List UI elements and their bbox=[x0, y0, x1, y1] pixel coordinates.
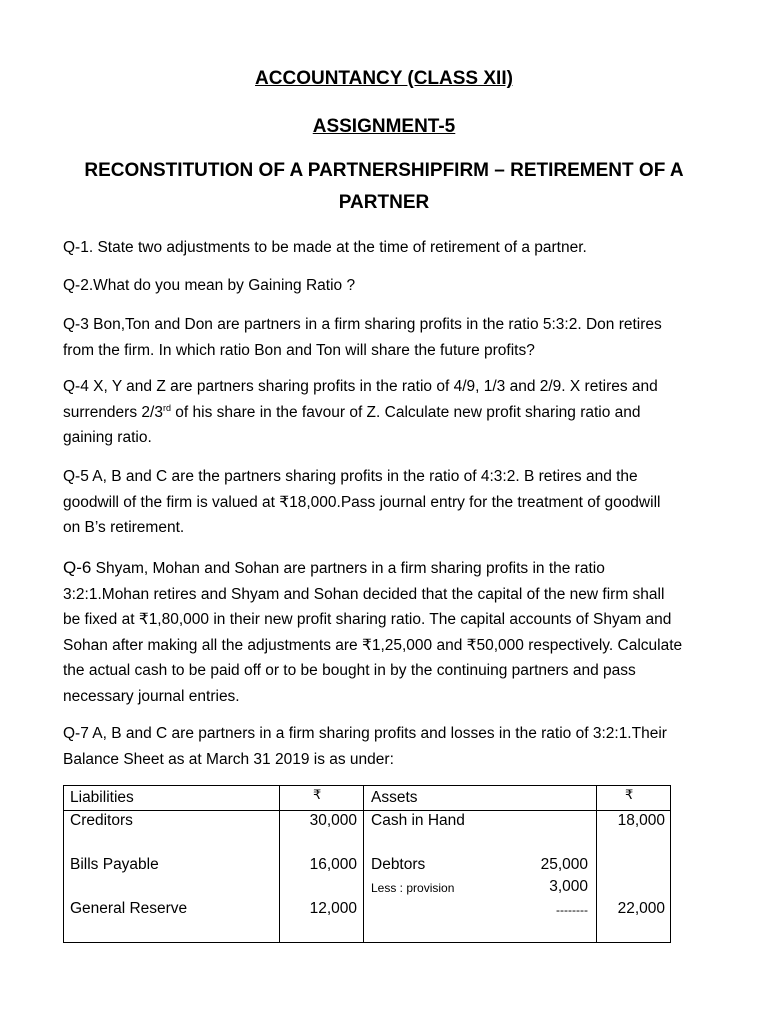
provision-label: Less : provision bbox=[371, 881, 455, 895]
topic-heading-line1: RECONSTITUTION OF A PARTNERSHIPFIRM – RETIREMENT OF A bbox=[84, 160, 684, 181]
question-4-line2-start: surrenders 2/3 bbox=[63, 403, 163, 421]
assets-header: Assets bbox=[371, 789, 418, 806]
question-2: Q-2.What do you mean by Gaining Ratio ? bbox=[63, 277, 356, 294]
question-6-line5: the actual cash to be paid off or to be bought in by the continuing partners and pass bbox=[63, 662, 636, 679]
liability-amount: 12,000 bbox=[309, 900, 357, 917]
asset-debtors-net: 22,000 bbox=[617, 900, 665, 917]
question-6-line6: necessary journal entries. bbox=[63, 687, 240, 705]
asset-debtors-name: Debtors bbox=[371, 856, 426, 873]
topic-heading-line2: PARTNER bbox=[338, 192, 430, 213]
subtotal-dashes: -------- bbox=[556, 903, 588, 917]
liability-name: Creditors bbox=[70, 812, 133, 829]
question-7-line1: Q-7 A, B and C are partners in a firm sharing profits and losses in the ratio of 3:2:1.Their bbox=[63, 725, 667, 742]
question-3 bbox=[63, 312, 713, 363]
rupee-header-assets: ₹ bbox=[625, 787, 634, 802]
liabilities-header: Liabilities bbox=[70, 789, 134, 806]
question-1: Q-1. State two adjustments to be made at the time of retirement of a partner. bbox=[63, 239, 587, 256]
liability-amount: 30,000 bbox=[309, 812, 357, 829]
assignment-heading: ASSIGNMENT-5 bbox=[312, 116, 456, 137]
question-5-line1: Q-5 A, B and C are the partners sharing profits in the ratio of 4:3:2. B retires and the bbox=[63, 468, 638, 485]
question-4-line2 bbox=[63, 400, 713, 426]
header-divider bbox=[64, 810, 670, 811]
rupee-header-liabilities: ₹ bbox=[313, 787, 322, 802]
asset-debtors-gross: 25,000 bbox=[540, 856, 588, 873]
liability-amount: 16,000 bbox=[309, 856, 357, 873]
question-4-line2-end: of his share in the favour of Z. Calculate new profit sharing ratio and bbox=[170, 403, 641, 421]
question-6-line1 bbox=[63, 555, 713, 582]
question-6-line2: 3:2:1.Mohan retires and Shyam and Sohan decided that the capital of the new firm shall bbox=[63, 585, 665, 603]
question-5 bbox=[63, 464, 713, 541]
question-6-line4: Sohan after making all the adjustments are ₹1,25,000 and ₹50,000 respectively. Calculate bbox=[63, 636, 683, 654]
asset-cash-amount: 18,000 bbox=[617, 812, 665, 829]
liability-name: Bills Payable bbox=[70, 856, 159, 873]
question-5-line2: goodwill of the firm is valued at ₹18,000.Pass journal entry for the treatment of goodwill bbox=[63, 493, 661, 511]
question-6 bbox=[63, 555, 713, 709]
question-6-label: Q-6 bbox=[63, 558, 92, 577]
provision-amount: 3,000 bbox=[549, 878, 588, 895]
question-7-line2: Balance Sheet as at March 31 2019 is as under: bbox=[63, 750, 394, 768]
question-7 bbox=[63, 721, 713, 772]
balance-sheet-table bbox=[63, 785, 671, 943]
question-3-line1: Q-3 Bon,Ton and Don are partners in a firm sharing profits in the ratio 5:3:2. Don retires bbox=[63, 316, 662, 333]
question-4-line3: gaining ratio. bbox=[63, 429, 152, 446]
question-4 bbox=[63, 374, 713, 451]
document-title: ACCOUNTANCY (CLASS XII) bbox=[255, 68, 513, 89]
question-6-line3: be fixed at ₹1,80,000 in their new profit sharing ratio. The capital accounts of Shyam and bbox=[63, 611, 672, 628]
superscript-rd: rd bbox=[162, 402, 171, 413]
question-3-line2: from the firm. In which ratio Bon and Ton will share the future profits? bbox=[63, 341, 535, 359]
asset-cash-name: Cash in Hand bbox=[371, 812, 465, 829]
question-5-line3: on B’s retirement. bbox=[63, 519, 185, 536]
question-4-line1: Q-4 X, Y and Z are partners sharing profits in the ratio of 4/9, 1/3 and 2/9. X retires and bbox=[63, 378, 658, 395]
question-6-line1-text: Shyam, Mohan and Sohan are partners in a firm sharing profits in the ratio bbox=[91, 560, 605, 577]
liability-name: General Reserve bbox=[70, 900, 188, 917]
